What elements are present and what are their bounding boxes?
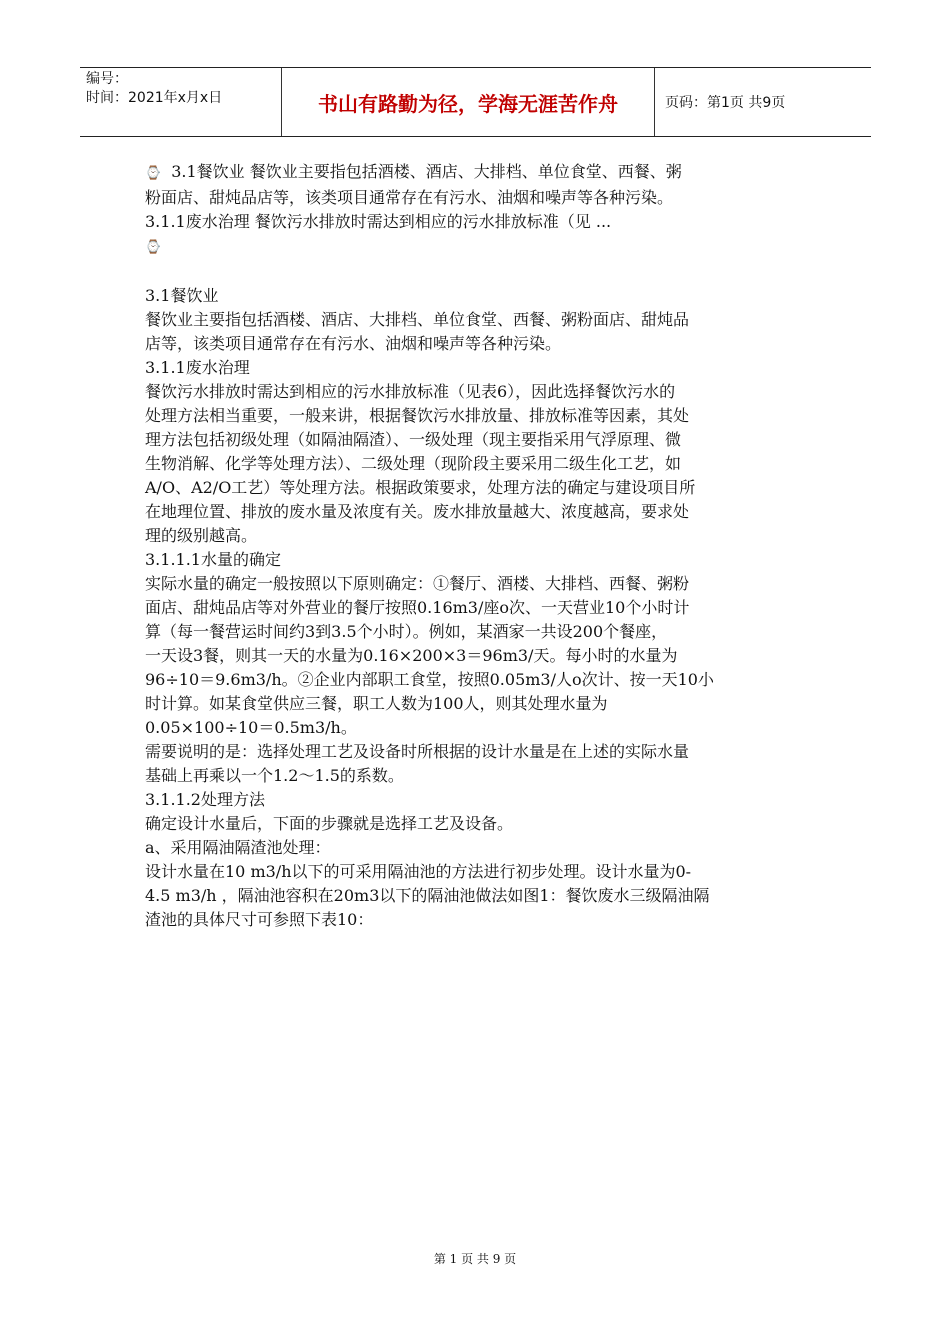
body-line: 算（每一餐营运时间约3到3.5个小时）。例如，某酒家一共设200个餐座， bbox=[145, 622, 668, 641]
body-line: 时计算。如某食堂供应三餐，职工人数为100人，则其处理水量为 bbox=[145, 694, 608, 713]
body-line: 店等，该类项目通常存在有污水、油烟和噪声等各种污染。 bbox=[145, 334, 562, 353]
snippet-line bbox=[145, 234, 805, 260]
body-line: A/O、A2/O工艺）等处理方法。根据政策要求，处理方法的确定与建设项目所 bbox=[145, 478, 696, 497]
body-line: 一天设3餐，则其一天的水量为0.16×200×3＝96m3/天。每小时的水量为 bbox=[145, 646, 678, 665]
body-line: 3.1.1.2处理方法 bbox=[145, 790, 265, 809]
header-page-info: 页码：第1页 共9页 bbox=[665, 95, 786, 111]
body-line: 设计水量在10 m3/h以下的可采用隔油池的方法进行初步处理。设计水量为0- bbox=[145, 862, 692, 881]
body-line: 确定设计水量后，下面的步骤就是选择工艺及设备。 bbox=[145, 814, 514, 833]
body-line: 餐饮业主要指包括酒楼、酒店、大排档、单位食堂、西餐、粥粉面店、甜炖品 bbox=[145, 310, 690, 329]
body-line: 理方法包括初级处理（如隔油隔渣）、一级处理（现主要指采用气浮原理、微 bbox=[145, 430, 682, 449]
body-line: 3.1.1.1水量的确定 bbox=[145, 550, 281, 569]
snippet-line: ⌚ 3.1餐饮业 餐饮业主要指包括酒楼、酒店、大排档、单位食堂、西餐、粥 bbox=[145, 162, 682, 181]
body-line: 理的级别越高。 bbox=[145, 526, 258, 545]
header-motto: 书山有路勤为径，学海无涯苦作舟 bbox=[282, 68, 655, 136]
body-line: 餐饮污水排放时需达到相应的污水排放标准（见表6），因此选择餐饮污水的 bbox=[145, 382, 676, 401]
body-line: 渣池的具体尺寸可参照下表10： bbox=[145, 910, 374, 929]
body-line: 3.1.1废水治理 bbox=[145, 358, 250, 377]
body-line: 基础上再乘以一个1.2～1.5的系数。 bbox=[145, 766, 404, 785]
body-line: 面店、甜炖品店等对外营业的餐厅按照0.16m3/座ο次、一天营业10个小时计 bbox=[145, 598, 690, 617]
snippet-line: 3.1.1废水治理 餐饮污水排放时需达到相应的污水排放标准（见 ... bbox=[145, 212, 612, 231]
spacer bbox=[145, 260, 805, 284]
body-line: 处理方法相当重要，一般来讲，根据餐饮污水排放量、排放标准等因素，其处 bbox=[145, 406, 690, 425]
body-line: 生物消解、化学等处理方法）、二级处理（现阶段主要采用二级生化工艺，如 bbox=[145, 454, 682, 473]
body-line: 0.05×100÷10＝0.5m3/h。 bbox=[145, 718, 357, 737]
body-text bbox=[145, 284, 805, 932]
number-label: 编号： bbox=[86, 71, 128, 87]
body-line: 实际水量的确定一般按照以下原则确定：①餐厅、酒楼、大排档、西餐、粥粉 bbox=[145, 574, 690, 593]
clock-icon: ⌚ bbox=[145, 240, 162, 255]
body-line: 3.1餐饮业 bbox=[145, 286, 219, 305]
body-line: a、采用隔油隔渣池处理： bbox=[145, 838, 331, 857]
body-line: 需要说明的是：选择处理工艺及设备时所根据的设计水量是在上述的实际水量 bbox=[145, 742, 690, 761]
document-body bbox=[145, 160, 805, 932]
snippet-line: 粉面店、甜炖品店等，该类项目通常存在有污水、油烟和噪声等各种污染。 bbox=[145, 188, 674, 207]
page-header bbox=[80, 67, 871, 137]
body-line: 在地理位置、排放的废水量及浓度有关。废水排放量越大、浓度越高，要求处 bbox=[145, 502, 690, 521]
page-footer: 第 1 页 共 9 页 bbox=[433, 1252, 517, 1266]
body-line: 4.5 m3/h ，隔油池容积在20m3以下的隔油池做法如图1：餐饮废水三级隔油隔 bbox=[145, 886, 710, 905]
body-line: 96÷10＝9.6m3/h。②企业内部职工食堂，按照0.05m3/人ο次计、按一天10小 bbox=[145, 670, 714, 689]
header-meta bbox=[80, 68, 282, 136]
clock-icon: ⌚ bbox=[145, 166, 162, 181]
date-label: 时间：2021年x月x日 bbox=[86, 90, 223, 106]
